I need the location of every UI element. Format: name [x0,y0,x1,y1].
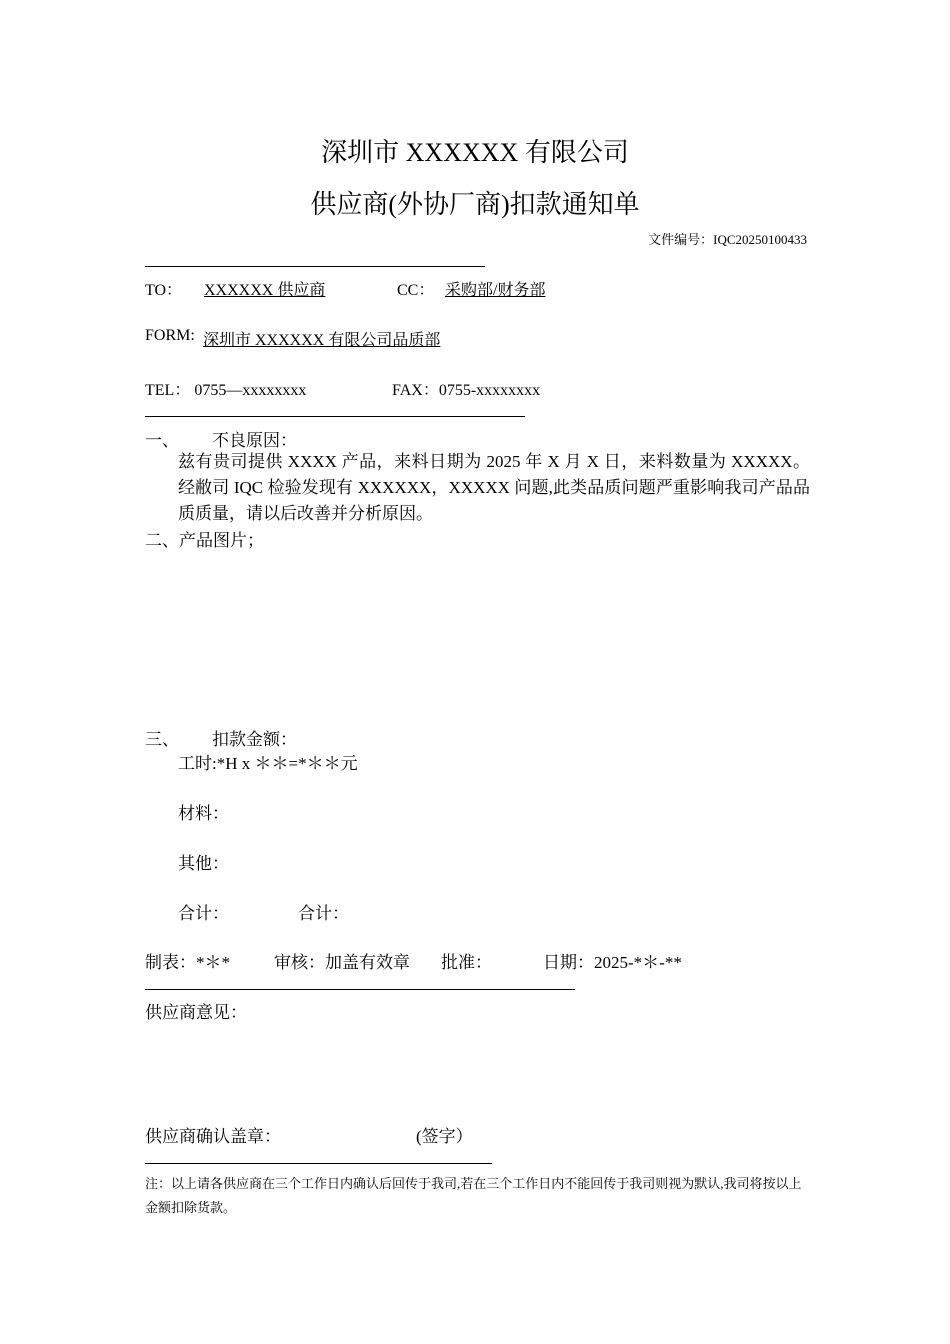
section3-title: 扣款金额： [212,730,297,749]
to-value: XXXXXX 供应商 [204,282,326,299]
reviewed-by: 审核：加盖有效章 [274,953,410,972]
document-title: 供应商(外协厂商)扣款通知单 [310,190,640,219]
cc-value: 采购部/财务部 [445,282,546,299]
section2-title: 二、产品图片； [145,531,264,550]
from-value: 深圳市 XXXXXX 有限公司品质部 [203,332,441,349]
cc-label: CC： [397,282,435,299]
divider [145,1163,492,1164]
footnote: 注：以上请各供应商在三个工作日内确认后回传于我司,若在三个工作日内不能回传于我司则视为默认,我司将按以上金额扣除货款。 [145,1176,802,1215]
sign-date: 日期：2025-*＊-** [543,953,682,972]
total-label-2: 合计： [298,904,349,923]
other-cost: 其他： [178,854,229,873]
labor-cost: 工时:*H x ＊＊=*＊＊元 [178,754,358,773]
from-label: FORM: [145,327,195,344]
tel: TEL： 0755—xxxxxxxx [145,382,307,399]
section1-number: 一、 [145,431,179,450]
document-number: 文件编号：IQC20250100433 [648,232,807,247]
material-cost: 材料： [178,804,229,823]
company-name: 深圳市 XXXXXX 有限公司 [321,138,629,167]
supplier-opinion: 供应商意见： [145,1003,247,1022]
to-label: TO： [145,282,183,299]
divider [145,989,575,990]
section3-number: 三、 [145,730,179,749]
signature-label: (签字） [416,1127,473,1146]
section1-body: 兹有贵司提供 XXXX 产品，来料日期为 2025 年 X 月 X 日，来料数量为 XXXXX。经敝司 IQC 检验发现有 XXXXXX，XXXXX 问题,此类品质问题严重影响我司产品品质质量，请以后改善并分析原因。 [178,452,810,523]
total-label: 合计： [178,904,229,923]
divider [145,416,525,417]
approved-by: 批准： [441,953,492,972]
divider [145,266,485,267]
fax: FAX：0755-xxxxxxxx [392,382,541,399]
supplier-confirm: 供应商确认盖章： [145,1127,281,1146]
prepared-by: 制表：*＊* [145,953,230,972]
section1-title: 不良原因： [212,431,297,450]
